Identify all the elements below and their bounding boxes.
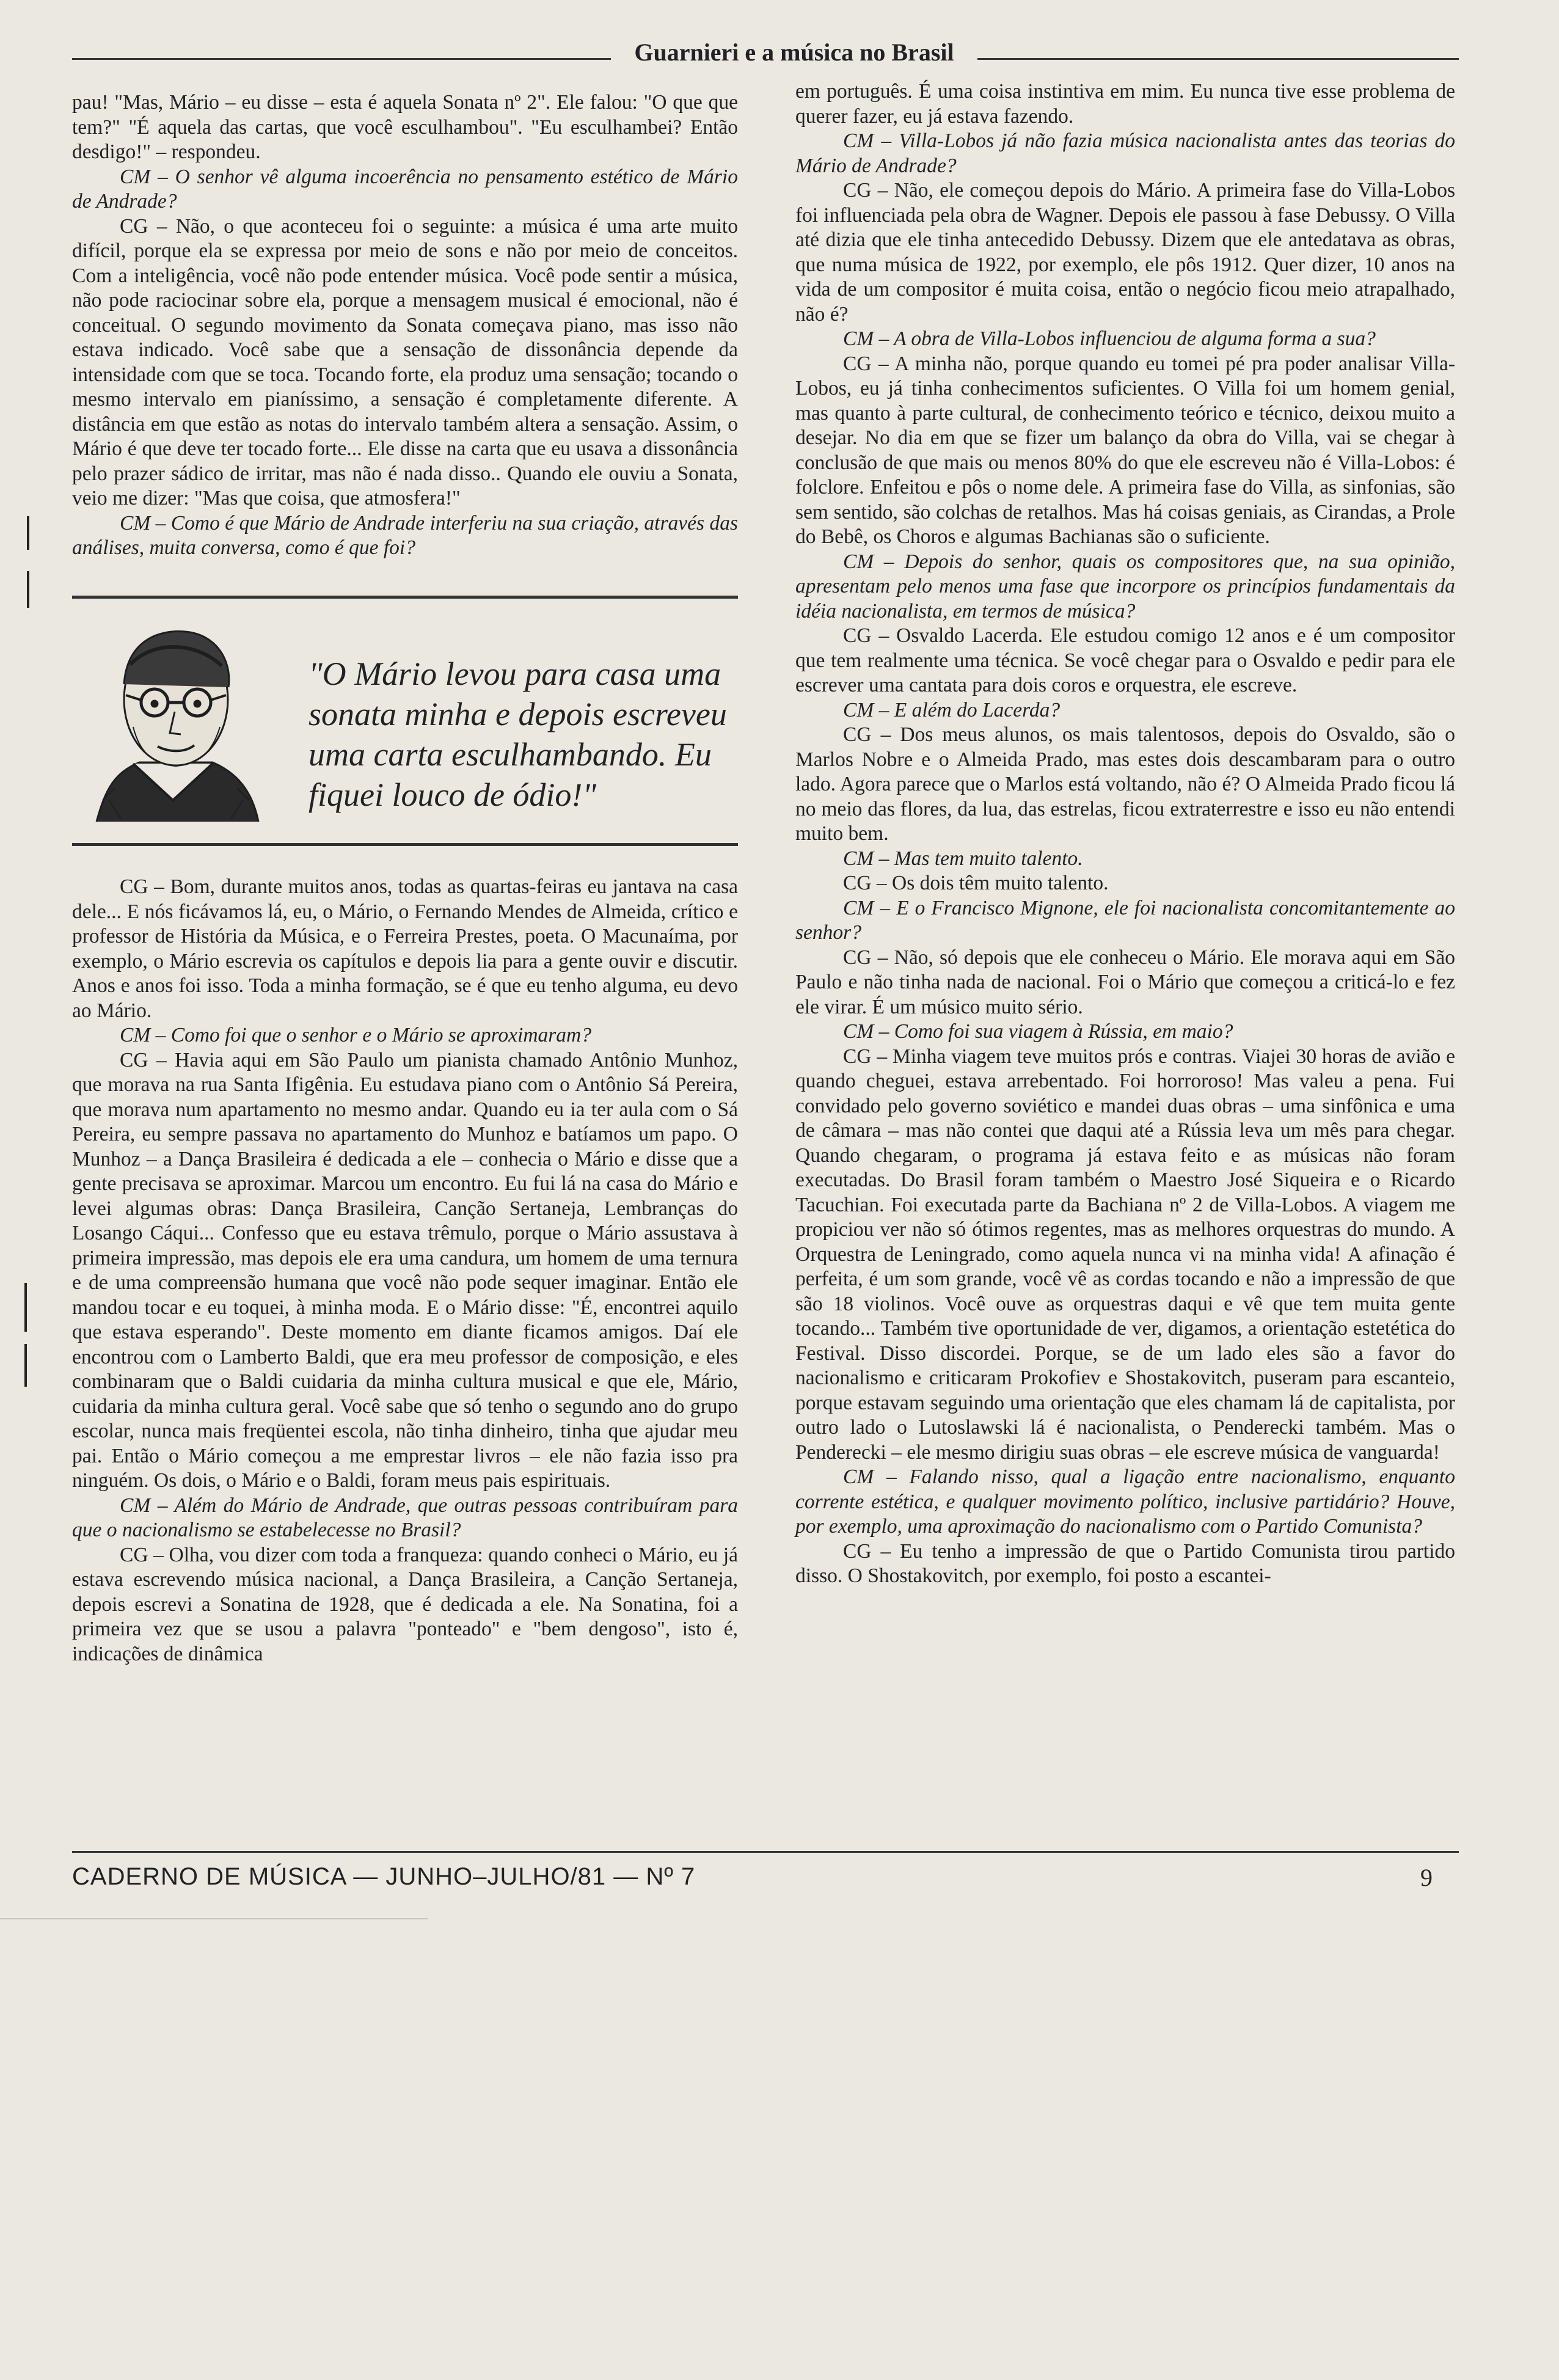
left-top-paragraph: pau! "Mas, Mário – eu disse – esta é aquela Sonata nº 2". Ele falou: "O que que tem?" "É aquela das cartas, que você esculhambou". "Eu esculhambei? Então desdigo!" – respondeu. bbox=[72, 91, 738, 163]
left-column-bottom bbox=[72, 875, 738, 1666]
right-column bbox=[795, 79, 1455, 1589]
scan-artifact bbox=[0, 1918, 428, 1919]
right-paragraph: CG – Os dois têm muito talento. bbox=[843, 872, 1109, 894]
left-top-paragraph: CG – Não, o que aconteceu foi o seguinte: a música é uma arte muito difícil, porque ela se expressa por meio de sons e não por meio de conceitos. Com a inteligência, você não pode entender música. Você pode sentir a música, não pode raciocinar sobre ela, porque a mensagem musical é emocional, não é conceitual. O segundo movimento da Sonata começava piano, mas isso não estava indicado. Você sabe que a sensação de dissonância depende da intensidade com que se toca. Tocando forte, ela produz uma sensação; tocando o mesmo intervalo em pianíssimo, a sensação é completamente diferente. A distância em que estão as notas do intervalo também altera a sensação. Assim, o Mário é que deve ter tocado forte... Ele disse na carta que eu usava a dissonância pelo prazer sádico de irritar, mas não é nada disso.. Quando ele ouviu a Sonata, veio me dizer: "Mas que coisa, que atmosfera!" bbox=[72, 214, 738, 509]
pullquote-top-rule bbox=[72, 596, 738, 599]
right-paragraph: CG – Não, só depois que ele conheceu o Mário. Ele morava aqui em São Paulo e não tinha nada de nacional. Foi o Mário que começou a criticá-lo e fez ele virar. É um músico muito sério. bbox=[795, 946, 1455, 1018]
right-paragraph: CG – Dos meus alunos, os mais talentosos, depois do Osvaldo, são o Marlos Nobre e o Almeida Prado, mas estes dois descambaram para o outro lado. Agora parece que o Marlos está voltando, não é? O Almeida Prado ficou lá no meio das flores, da lua, das estrelas, ficou extraterrestre e isso eu não entendi muito bem. bbox=[795, 723, 1455, 845]
left-bottom-paragraph: CG – Bom, durante muitos anos, todas as quartas-feiras eu jantava na casa dele... E nós ficávamos lá, eu, o Mário, o Fernando Mendes de Almeida, crítico e professor de História da Música, e o Ferreira Prestes, poeta. O Macunaíma, por exemplo, o Mário escrevia os capítulos e depois lia para a gente ouvir e discutir. Anos e anos foi isso. Toda a minha formação, se é que eu tenho alguma, eu devo ao Mário. bbox=[72, 875, 738, 1022]
footer-rule bbox=[72, 1851, 1459, 1853]
pullquote-bottom-rule bbox=[72, 843, 738, 846]
right-paragraph: CM – A obra de Villa-Lobos influenciou de alguma forma a sua? bbox=[843, 327, 1376, 350]
margin-mark bbox=[24, 1283, 27, 1332]
left-bottom-paragraph: CG – Havia aqui em São Paulo um pianista chamado Antônio Munhoz, que morava na rua Santa Ifigênia. Eu estudava piano com o Antônio Sá Pereira, que morava num apartamento no mesmo andar. Quando eu ia ter aula com o Sá Pereira, eu sempre passava no apartamento do Munhoz e batíamos um papo. O Munhoz – a Dança Brasileira é dedicada a ele – conhecia o Mário e disse que a gente precisava se aproximar. Marcou um encontro. Eu fui lá na casa do Mário e levei algumas obras: Dança Brasileira, Canção Sertaneja, Lembranças do Losango Cáqui... Confesso que eu estava trêmulo, porque o Mário assustava à primeira impressão, mas depois ele era uma candura, um homem de uma ternura e de uma compreensão humana que você não pode sequer imaginar. Então ele mandou tocar e eu toquei, à minha moda. E o Mário disse: "É, encontrei aquilo que estava esperando". Deste momento em diante ficamos amigos. Daí ele encontrou com o Lamberto Baldi, que era meu professor de composição, e eles combinaram que o Baldi cuidaria da minha cultura musical e que ele, Mário, cuidaria da minha cultura geral. Você sabe que só tenho o segundo ano do grupo escolar, nunca mais freqüentei escola, não tinha dinheiro, tinha que ajudar meu pai. Então o Mário começou a me emprestar livros – ele não fazia isso pra ninguém. Os dois, o Mário e o Baldi, foram meus pais espirituais. bbox=[72, 1048, 738, 1492]
right-paragraph: CG – Eu tenho a impressão de que o Partido Comunista tirou partido disso. O Shostakovitch, por exemplo, foi posto a escantei- bbox=[795, 1539, 1455, 1587]
right-paragraph: CM – Villa-Lobos já não fazia música nacionalista antes das teorias do Mário de Andrade? bbox=[795, 130, 1455, 177]
right-paragraph: CM – Mas tem muito talento. bbox=[843, 847, 1083, 870]
right-paragraph: CM – Depois do senhor, quais os compositores que, na sua opinião, apresentam pelo menos uma fase que incorpore os princípios fundamentais da idéia nacionalista, em termos de música? bbox=[795, 550, 1455, 622]
left-bottom-paragraph: CM – Além do Mário de Andrade, que outras pessoas contribuíram para que o nacionalismo se estabelecesse no Brasil? bbox=[72, 1494, 738, 1541]
left-bottom-paragraph: CG – Olha, vou dizer com toda a franqueza: quando conheci o Mário, eu já estava escrevendo música nacional, a Dança Brasileira, a Canção Sertaneja, depois escrevi a Sonatina de 1928, que é dedicada a ele. Na Sonatina, foi a primeira vez que se usou a palavra "ponteado" e "bem dengoso", isto é, indicações de dinâmica bbox=[72, 1543, 738, 1665]
page-number: 9 bbox=[1420, 1864, 1433, 1891]
right-paragraph: CM – Falando nisso, qual a ligação entre nacionalismo, enquanto corrente estética, e qualquer movimento político, inclusive partidário? Houve, por exemplo, uma aproximação do nacionalismo com o Partido Comunista? bbox=[795, 1466, 1455, 1538]
left-column-top bbox=[72, 90, 738, 561]
portrait-illustration bbox=[72, 617, 274, 825]
margin-mark bbox=[27, 516, 29, 550]
right-paragraph: CM – E o Francisco Mignone, ele foi nacionalista concomitantemente ao senhor? bbox=[795, 896, 1455, 944]
right-paragraph: CG – Não, ele começou depois do Mário. A primeira fase do Villa-Lobos foi influenciada pela obra de Wagner. Depois ele passou à fase Debussy. O Villa até dizia que ele tinha antecedido Debussy. Dizem que ele antedatava as obras, que numa música de 1922, por exemplo, ele pôs 1912. Quer dizer, 10 anos na vida de um compositor é muita coisa, então o negócio ficou meio atrapalhado, não é? bbox=[795, 179, 1455, 326]
right-paragraph: CM – Como foi sua viagem à Rússia, em maio? bbox=[843, 1020, 1233, 1043]
right-paragraph: CG – Minha viagem teve muitos prós e contras. Viajei 30 horas de avião e quando cheguei, estava arrebentado. Foi horroroso! Mas valeu a pena. Fui convidado pelo governo soviético e mandei duas obras – uma sinfônica e uma de câmara – mas não contei que daqui até a Rússia leva um mês para chegar. Quando chegaram, o programa já estava feito e as músicas não foram executadas. Do Brasil foram também o Maestro José Siqueira e o Ricardo Tacuchian. Foi executada parte da Bachiana nº 2 de Villa-Lobos. A viagem me propiciou ver não só ótimos regentes, mas as melhores orquestras do mundo. A Orquestra de Leningrado, como aquela nunca vi na minha vida! A afinação é perfeita, é um som grande, você vê as cordas tocando e não a impressão de que são 18 violinos. Você ouve as orquestras daqui e vê que tem muita gente tocando... Também tive oportunidade de ver, digamos, a orientação estetética do Festival. Disso discordei. Porque, se de um lado eles são a favor do nacionalismo e criticaram Prokofiev e Shostakovitch, puseram para escanteio, porque estavam seguindo uma orientação que eles chamam lá de capitalista, por outro lado o Lutoslawski lá é nacionalista, o Penderecki também. Mas o Penderecki – ele mesmo dirigiu suas obras – ele escreve música de vanguarda! bbox=[795, 1045, 1455, 1464]
margin-mark bbox=[24, 1344, 27, 1387]
left-bottom-paragraph: CM – Como foi que o senhor e o Mário se aproximaram? bbox=[120, 1024, 592, 1046]
left-top-paragraph: CM – O senhor vê alguma incoerência no pensamento estético de Mário de Andrade? bbox=[72, 165, 738, 213]
margin-mark bbox=[27, 571, 29, 608]
left-top-paragraph: CM – Como é que Mário de Andrade interferiu na sua criação, através das análises, muita conversa, como é que foi? bbox=[72, 511, 738, 559]
right-paragraph: em português. É uma coisa instintiva em mim. Eu nunca tive esse problema de querer fazer, eu já estava fazendo. bbox=[795, 80, 1455, 128]
publication-info: CADERNO DE MÚSICA — JUNHO–JULHO/81 — Nº 7 bbox=[72, 1863, 696, 1890]
right-paragraph: CG – Osvaldo Lacerda. Ele estudou comigo 12 anos e é um compositor que tem realmente uma técnica. Se você chegar para o Osvaldo e pedir para ele escrever uma cantata para dois coros e orquestra, ele escreve. bbox=[795, 624, 1455, 696]
right-paragraph: CG – A minha não, porque quando eu tomei pé pra poder analisar Villa-Lobos, eu já tinha conhecimentos suficientes. O Villa foi um homem genial, mas quanto à parte cultural, de conhecimento teórico e técnico, deixou muito a desejar. No dia em que se fizer um balanço da obra do Villa, vai se chegar à conclusão de que mais ou menos 80% do que ele escreveu não é Villa-Lobos: é folclore. Enfeitou e pôs o nome dele. A primeira fase do Villa, as sinfonias, são sem sentido, são colchas de retalhos. Mas há coisas geniais, as Cirandas, a Prole do Bebê, os Choros e algumas Bachianas são o suficiente. bbox=[795, 352, 1455, 548]
right-paragraph: CM – E além do Lacerda? bbox=[843, 698, 1061, 721]
running-title: Guarnieri e a música no Brasil bbox=[611, 38, 977, 67]
pull-quote: "O Mário levou para casa uma sonata minha e depois escreveu uma carta esculhambando. Eu fiquei louco de ódio!" bbox=[309, 655, 727, 813]
